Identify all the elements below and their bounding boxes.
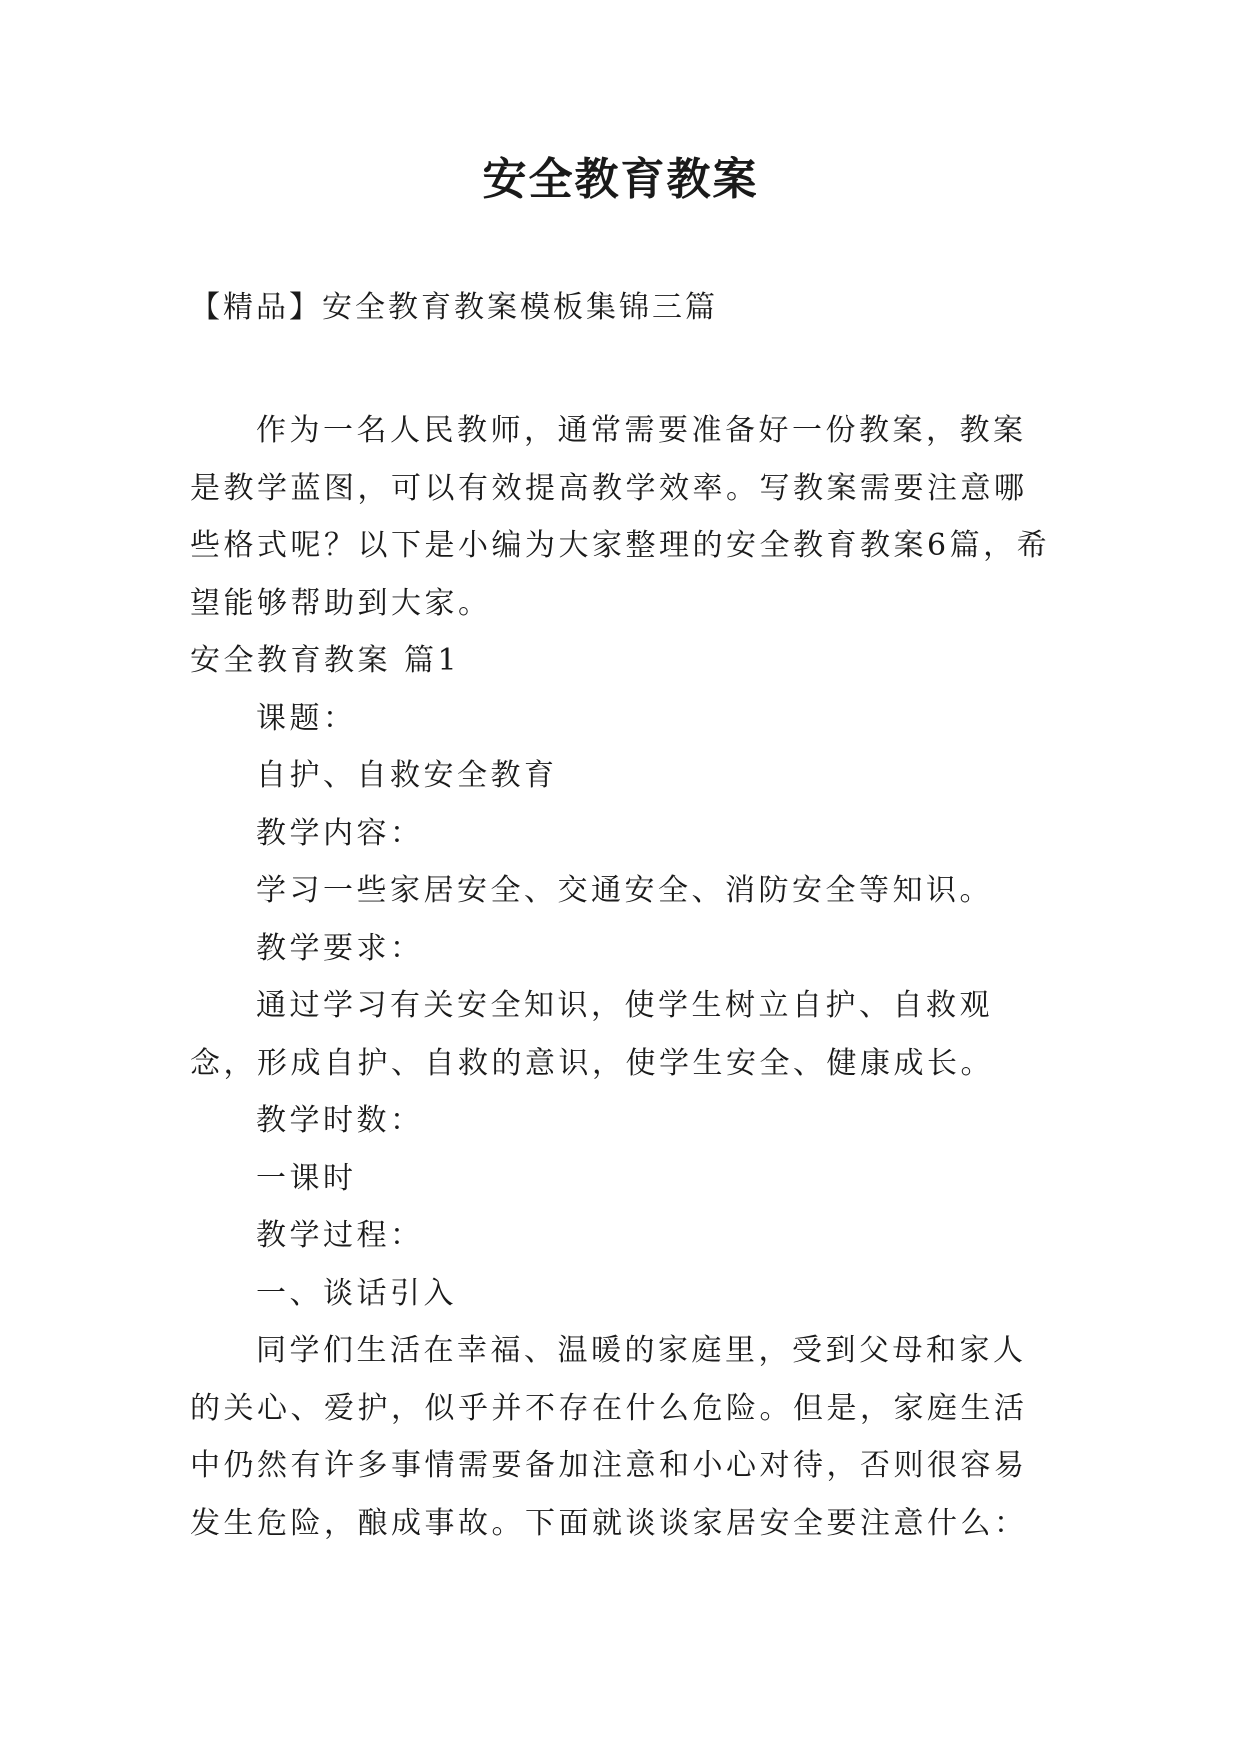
- lesson-topic-value: 自护、自救安全教育: [256, 758, 558, 793]
- document-subtitle: 【精品】安全教育教案模板集锦三篇: [190, 290, 718, 325]
- teaching-process-label: 教学过程：: [256, 1218, 424, 1253]
- teaching-hours-value: 一课时: [256, 1160, 357, 1196]
- document-body: [190, 402, 1055, 1552]
- section-heading: 安全教育教案 篇1: [190, 643, 461, 678]
- process-step-paragraph: 同学们生活在幸福、温暖的家庭里，受到父母和家人的关心、爱护，似乎并不存在什么危险。但是，家庭生活中仍然有许多事情需要备加注意和小心对待，否则很容易发生危险，酿成事故。下面就谈谈家居安全要注意什么：: [190, 1333, 1028, 1541]
- lesson-topic-label: 课题：: [256, 700, 357, 736]
- teaching-requirements-value: 通过学习有关安全知识，使学生树立自护、自救观念，形成自护、自救的意识，使学生安全、健康成长。: [190, 988, 994, 1081]
- teaching-content-value: 学习一些家居安全、交通安全、消防安全等知识。: [256, 873, 993, 908]
- teaching-requirements-label: 教学要求：: [256, 930, 424, 966]
- teaching-hours-label: 教学时数：: [256, 1103, 424, 1138]
- intro-paragraph: 作为一名人民教师，通常需要准备好一份教案，教案是教学蓝图，可以有效提高教学效率。写教案需要注意哪些格式呢？以下是小编为大家整理的安全教育教案6篇，希望能够帮助到大家。: [190, 413, 1051, 621]
- process-step-heading: 一、谈话引入: [256, 1275, 457, 1311]
- teaching-content-label: 教学内容：: [256, 815, 424, 851]
- document-title: 安全教育教案: [482, 154, 759, 205]
